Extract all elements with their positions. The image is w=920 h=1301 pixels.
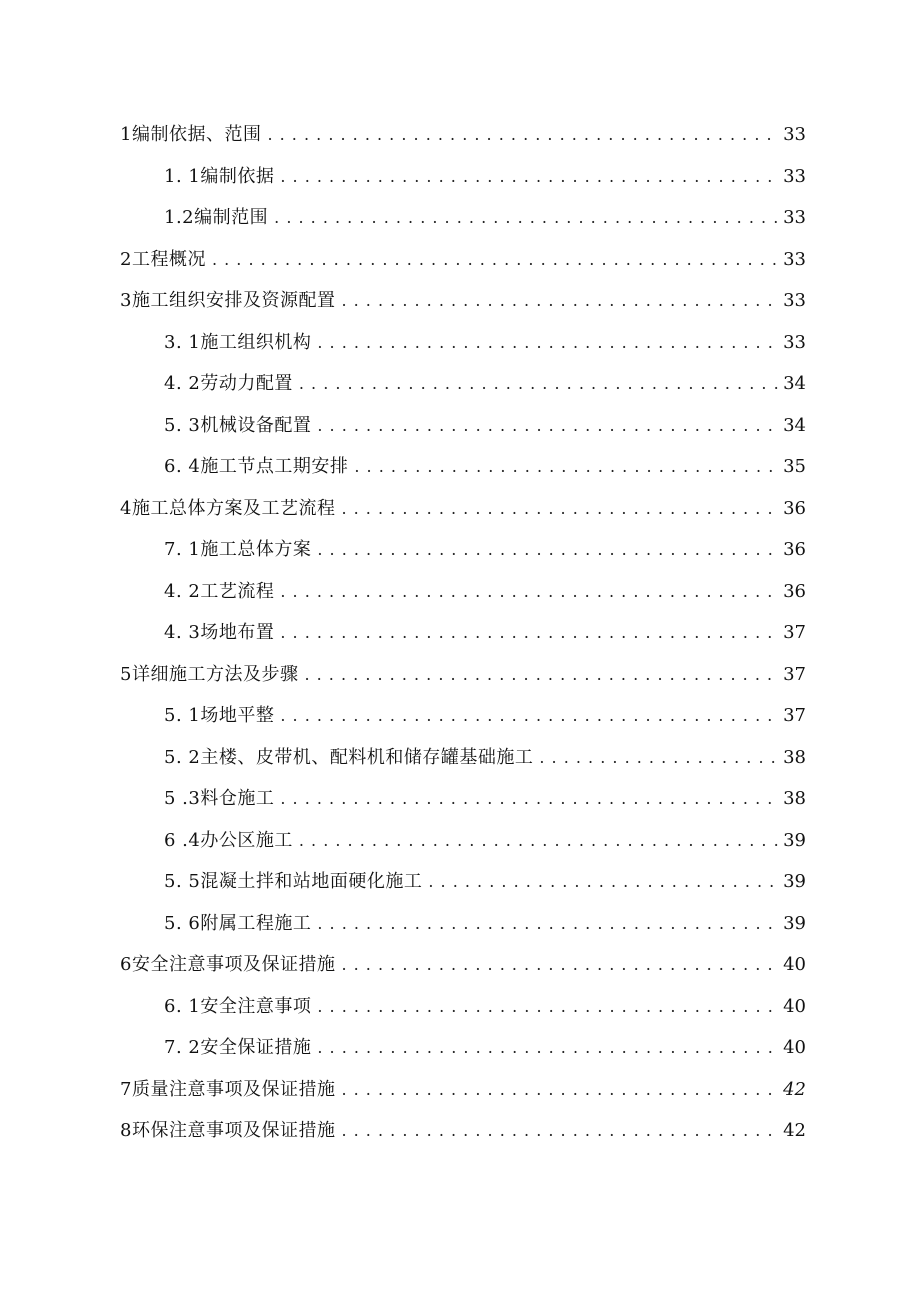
toc-entry[interactable] [120,286,806,316]
toc-page-number: 33 [783,207,806,228]
toc-entry-label: 5 .3料仓施工 [164,788,275,809]
toc-dot-leader [304,660,779,690]
toc-entry[interactable] [164,909,806,939]
toc-entry-label: 5. 2主楼、皮带机、配料机和储存罐基础施工 [164,747,534,768]
toc-entry[interactable] [164,701,806,731]
toc-entry[interactable] [120,660,806,690]
toc-page-number: 39 [783,871,806,892]
toc-dot-leader [317,909,779,939]
toc-entry[interactable] [120,494,806,524]
toc-entry-label: 2工程概况 [120,249,206,270]
toc-entry[interactable] [164,203,806,233]
toc-entry-label: 5详细施工方法及步骤 [120,664,299,685]
toc-page-number: 40 [783,996,806,1017]
toc-entry-label: 3. 1施工组织机构 [164,332,312,353]
toc-entry-label: 6. 4施工节点工期安排 [164,456,349,477]
toc-entry-label: 4. 2工艺流程 [164,581,275,602]
toc-entry-label: 5. 5混凝土拌和站地面硬化施工 [164,871,423,892]
toc-page-number: 34 [783,373,806,394]
toc-entry[interactable] [164,743,806,773]
toc-entry[interactable] [164,328,806,358]
toc-entry-label: 1.2编制范围 [164,207,269,228]
toc-entry[interactable] [164,867,806,897]
toc-entry[interactable] [164,369,806,399]
toc-entry-label: 6安全注意事项及保证措施 [120,954,336,975]
toc-page-number: 33 [783,332,806,353]
toc-dot-leader [212,245,779,275]
toc-entry[interactable] [164,452,806,482]
toc-entry-label: 5. 6附属工程施工 [164,913,312,934]
toc-entry[interactable] [164,826,806,856]
toc-dot-leader [299,826,779,856]
toc-entry-label: 7质量注意事项及保证措施 [120,1079,336,1100]
toc-page-number: 36 [783,539,806,560]
toc-dot-leader [341,286,779,316]
toc-dot-leader [274,203,779,233]
toc-dot-leader [280,784,779,814]
toc-dot-leader [317,1033,779,1063]
toc-entry-label: 4施工总体方案及工艺流程 [120,498,336,519]
toc-dot-leader [317,535,779,565]
toc-entry[interactable] [164,577,806,607]
toc-dot-leader [317,411,779,441]
toc-page-number: 33 [783,124,806,145]
toc-entry-label: 4. 2劳动力配置 [164,373,293,394]
toc-page-number: 37 [783,622,806,643]
toc-page-number: 39 [783,830,806,851]
toc-dot-leader [341,1075,779,1105]
toc-dot-leader [280,577,779,607]
toc-dot-leader [341,494,779,524]
toc-entry[interactable] [120,950,806,980]
toc-entry-label: 4. 3场地布置 [164,622,275,643]
toc-page-number: 42 [783,1120,806,1141]
toc-entry[interactable] [164,535,806,565]
toc-dot-leader [280,701,779,731]
toc-page-number: 38 [783,747,806,768]
toc-page-number: 38 [783,788,806,809]
toc-dot-leader [354,452,779,482]
toc-dot-leader [317,328,779,358]
toc-entry[interactable] [164,618,806,648]
toc-dot-leader [280,618,779,648]
toc-dot-leader [428,867,779,897]
toc-page-number: 40 [783,954,806,975]
toc-entry[interactable] [164,992,806,1022]
toc-entry-label: 3施工组织安排及资源配置 [120,290,336,311]
toc-entry[interactable] [164,1033,806,1063]
toc-page-number: 33 [783,166,806,187]
toc-dot-leader [267,120,779,150]
toc-entry-label: 8环保注意事项及保证措施 [120,1120,336,1141]
toc-dot-leader [317,992,779,1022]
toc-entry-label: 5. 3机械设备配置 [164,415,312,436]
toc-page-number: 33 [783,290,806,311]
toc-page-number: 35 [783,456,806,477]
toc-entry-label: 1编制依据、范围 [120,124,262,145]
toc-page-number: 36 [783,581,806,602]
toc-entry-label: 5. 1场地平整 [164,705,275,726]
toc-page-number: 34 [783,415,806,436]
toc-page-number: 36 [783,498,806,519]
toc-dot-leader [341,1116,779,1146]
toc-page-number: 39 [783,913,806,934]
toc-entry-label: 6. 1安全注意事项 [164,996,312,1017]
toc-entry-label: 1. 1编制依据 [164,166,275,187]
toc-entry[interactable] [120,1116,806,1146]
toc-dot-leader [341,950,779,980]
toc-entry[interactable] [164,162,806,192]
toc-page-number: 37 [783,705,806,726]
toc-entry-label: 7. 1施工总体方案 [164,539,312,560]
toc-page-number: 37 [783,664,806,685]
toc-entry-label: 7. 2安全保证措施 [164,1037,312,1058]
toc-dot-leader [280,162,779,192]
toc-entry[interactable] [120,120,806,150]
toc-entry[interactable] [120,245,806,275]
toc-page-number: 33 [783,249,806,270]
toc-entry[interactable] [164,411,806,441]
toc-dot-leader [299,369,779,399]
toc-entry-label: 6 .4办公区施工 [164,830,293,851]
toc-dot-leader [539,743,779,773]
toc-page-number: 42 [783,1079,806,1100]
toc-entry[interactable] [120,1075,806,1105]
toc-entry[interactable] [164,784,806,814]
toc-page-number: 40 [783,1037,806,1058]
